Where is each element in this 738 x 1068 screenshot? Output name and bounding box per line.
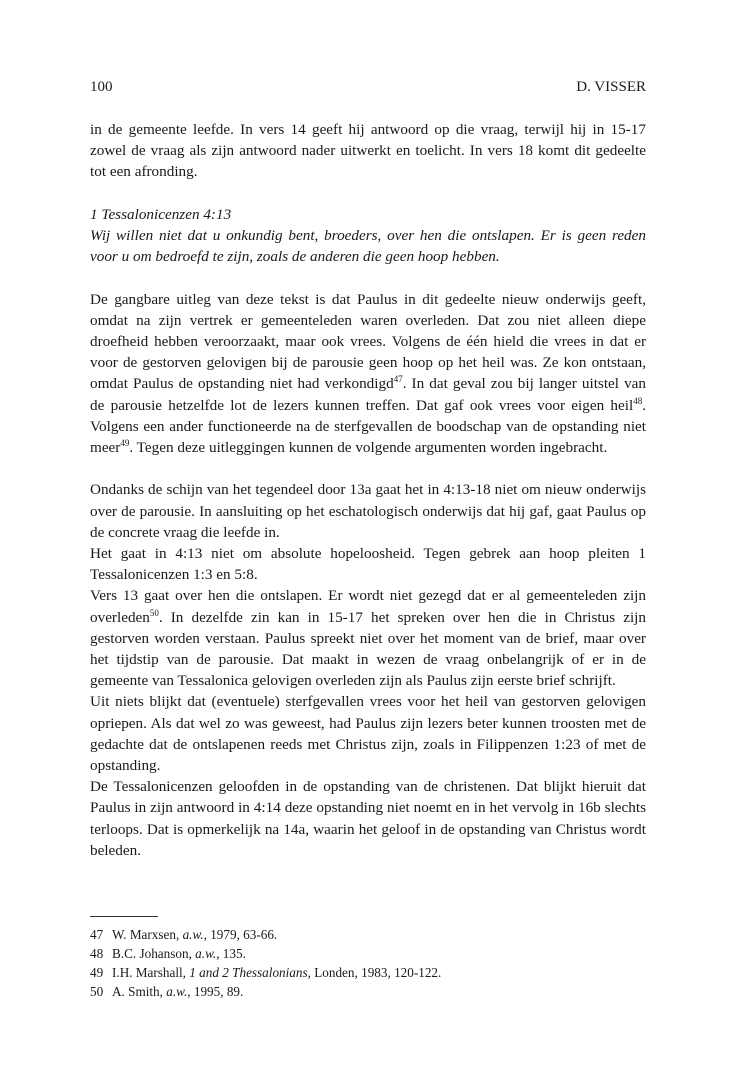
footnote: 50 A. Smith, a.w., 1995, 89. bbox=[90, 984, 244, 999]
footnotes bbox=[90, 925, 646, 1001]
footnote: 48 B.C. Johanson, a.w., 135. bbox=[90, 946, 246, 961]
paragraph-4: Het gaat in 4:13 niet om absolute hopeloosheid. Tegen gebrek aan hoop pleiten 1 Tessalonicenzen 1:3 en 5:8. bbox=[90, 545, 646, 584]
footnote-ref-49[interactable]: 49 bbox=[120, 437, 130, 448]
footnote-ref-48[interactable]: 48 bbox=[633, 395, 643, 406]
quote-reference: 1 Tessalonicenzen 4:13 bbox=[90, 205, 232, 223]
paragraph-6: Uit niets blijkt dat (eventuele) sterfgevallen vrees voor het heil van gestorven gelovigen opriepen. Als dat wel zo was geweest, had Paulus zijn lezers beter kunnen troosten met de gedachte dat de ontslapenen reeds met Christus zijn, zoals in Filippenzen 1:23 of met de opstanding. bbox=[90, 693, 646, 775]
running-head-author: D. VISSER bbox=[576, 79, 646, 95]
quote-text: Wij willen niet dat u onkundig bent, broeders, over hen die ontslapen. Er is geen reden voor u om bedroefd te zijn, zoals de anderen die geen hoop hebben. bbox=[90, 227, 646, 266]
paragraph-7: De Tessalonicenzen geloofden in de opstanding van de christenen. Dat blijkt hieruit dat Paulus in zijn antwoord in 4:14 deze opstanding niet noemt en in het vervolg in 16b slechts terloops. Dat is opmerkelijk na 14a, waarin het geloof in de opstanding van Christus wordt beleden. bbox=[90, 778, 646, 859]
footnote-divider bbox=[90, 916, 158, 917]
paragraph-1: in de gemeente leefde. In vers 14 geeft hij antwoord op die vraag, terwijl hij in 15-17 zowel de vraag als zijn antwoord nader uitwerkt en toelicht. In vers 18 komt dit gedeelte tot een afronding. bbox=[90, 121, 646, 181]
footnote: 47 W. Marxsen, a.w., 1979, 63-66. bbox=[90, 927, 278, 942]
footnote: 49 I.H. Marshall, 1 and 2 Thessalonians, Londen, 1983, 120-122. bbox=[90, 965, 442, 980]
paragraph-3: Ondanks de schijn van het tegendeel door 13a gaat het in 4:13-18 niet om nieuw onderwijs over de parousie. In aansluiting op het eschatologisch onderwijs dat hij gaf, gaat Paulus op de concrete vraag die leefde in. bbox=[90, 481, 646, 541]
body-text bbox=[90, 119, 646, 861]
page-number: 100 bbox=[90, 79, 113, 95]
footnote-ref-47[interactable]: 47 bbox=[393, 374, 403, 385]
footnote-ref-50[interactable]: 50 bbox=[149, 607, 159, 618]
paragraph-5: Vers 13 gaat over hen die ontslapen. Er wordt niet gezegd dat er al gemeenteleden zijn overleden$^{50}$. In dezelfde zin kan in 15-17 het spreken over hen die in Christus zijn gestorven worden verstaan. Paulus spreekt niet over het moment van de brief, maar over het tijdstip van de parousie. Dat maakt in wezen de vraag onbelangrijk of er in de gemeente van Tessalonica gelovigen overleden zijn als Paulus zijn eerste brief schrijft. bbox=[90, 587, 646, 690]
paragraph-2: De gangbare uitleg van deze tekst is dat Paulus in dit gedeelte nieuw onderwijs geeft, omdat na zijn vertrek er gemeenteleden waren overleden. Dat zou niet alleen diepe droefheid hebben veroorzaakt, maar ook vrees. Volgens de één hield die vrees in dat er voor de gestorven gelovigen bij de parousie geen hoop op het heil was. Ze kon ontstaan, omdat Paulus de opstanding niet had verkondigd$^{47}$. In dat geval zou bij langer uitstel van de parousie hetzelfde lot de lezers kunnen treffen. Dat gaf ook vrees voor eigen heil$^{48}$. Volgens een ander functioneerde na de sterfgevallen de boodschap van de opstanding niet meer$^{49}$. Tegen deze uitleggingen kunnen de volgende argumenten worden ingebracht. bbox=[90, 290, 646, 457]
